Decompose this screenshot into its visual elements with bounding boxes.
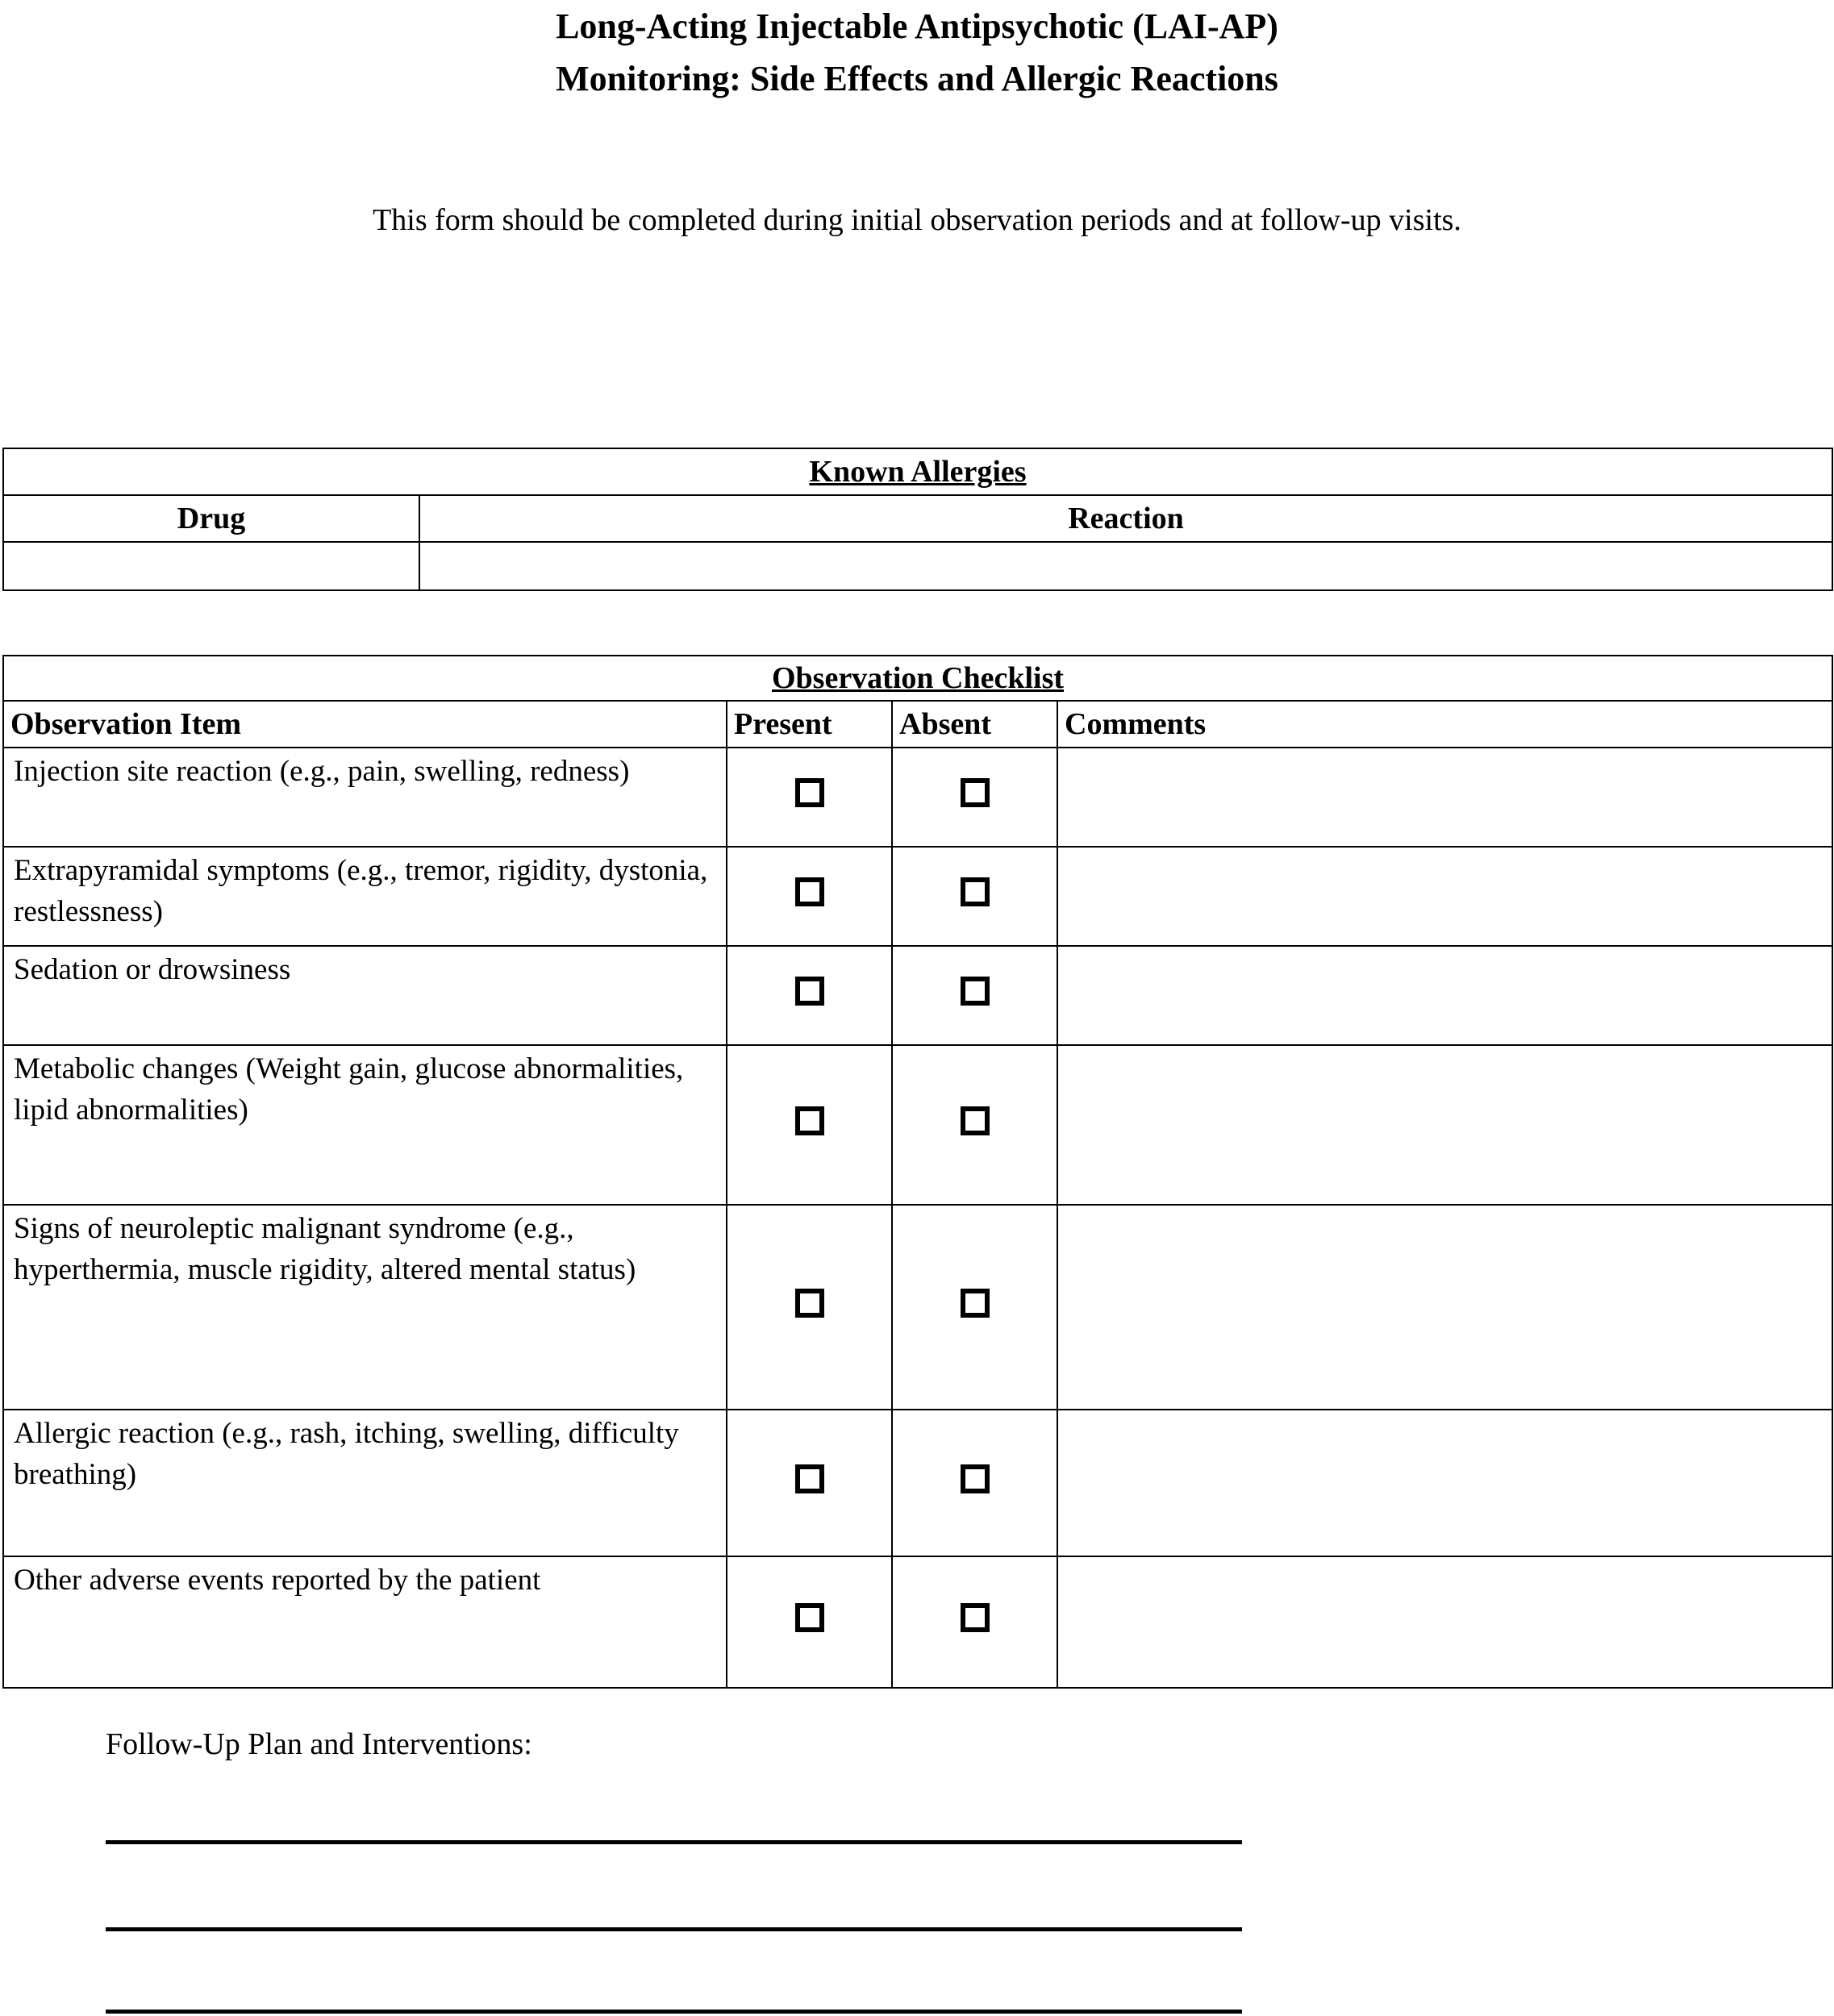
observation-checklist-table (2, 655, 1833, 1689)
table-row (3, 1556, 1832, 1688)
title-line-1: Long-Acting Injectable Antipsychotic (LAI-AP) (556, 6, 1278, 46)
comments-field[interactable] (1057, 1205, 1832, 1410)
checklist-section-title: Observation Checklist (3, 656, 1832, 701)
page-title (0, 0, 1834, 105)
allergies-header-row (3, 495, 1832, 542)
observation-item-label: Sedation or drowsiness (3, 946, 727, 1045)
comments-field[interactable] (1057, 1556, 1832, 1688)
observation-item-label: Allergic reaction (e.g., rash, itching, swelling, difficulty breathing) (3, 1410, 727, 1556)
intro-text: This form should be completed during initial observation periods and at follow-up visits. (373, 203, 1461, 237)
checklist-header-present: Present (727, 701, 892, 748)
table-row (3, 542, 1832, 590)
comments-field[interactable] (1057, 847, 1832, 946)
checkbox-icon[interactable] (961, 1289, 990, 1318)
present-checkbox-cell[interactable] (727, 1556, 892, 1688)
allergies-title-row (3, 448, 1832, 495)
absent-checkbox-cell[interactable] (892, 1205, 1057, 1410)
allergies-section-title: Known Allergies (3, 448, 1832, 495)
checklist-header-absent: Absent (892, 701, 1057, 748)
checkbox-icon[interactable] (961, 877, 990, 906)
allergy-reaction-field[interactable] (419, 542, 1832, 590)
checklist-header-row (3, 701, 1832, 748)
table-row (3, 1205, 1832, 1410)
checklist-header-comments: Comments (1057, 701, 1832, 748)
absent-checkbox-cell[interactable] (892, 1556, 1057, 1688)
checkbox-icon[interactable] (795, 1603, 824, 1632)
present-checkbox-cell[interactable] (727, 847, 892, 946)
absent-checkbox-cell[interactable] (892, 847, 1057, 946)
checkbox-icon[interactable] (795, 778, 824, 807)
followup-write-line[interactable] (106, 1927, 1242, 1931)
allergies-header-drug: Drug (3, 495, 419, 542)
present-checkbox-cell[interactable] (727, 1205, 892, 1410)
observation-item-label: Injection site reaction (e.g., pain, swelling, redness) (3, 748, 727, 847)
table-row (3, 847, 1832, 946)
checklist-header-item: Observation Item (3, 701, 727, 748)
observation-item-label: Extrapyramidal symptoms (e.g., tremor, rigidity, dystonia, restlessness) (3, 847, 727, 946)
checkbox-icon[interactable] (795, 877, 824, 906)
absent-checkbox-cell[interactable] (892, 1410, 1057, 1556)
table-row (3, 1410, 1832, 1556)
followup-write-line[interactable] (106, 1840, 1242, 1844)
checkbox-icon[interactable] (961, 1106, 990, 1135)
present-checkbox-cell[interactable] (727, 946, 892, 1045)
absent-checkbox-cell[interactable] (892, 748, 1057, 847)
table-row (3, 946, 1832, 1045)
checklist-title-row (3, 656, 1832, 701)
comments-field[interactable] (1057, 1045, 1832, 1205)
absent-checkbox-cell[interactable] (892, 1045, 1057, 1205)
absent-checkbox-cell[interactable] (892, 946, 1057, 1045)
comments-field[interactable] (1057, 1410, 1832, 1556)
title-line-2: Monitoring: Side Effects and Allergic Reactions (556, 59, 1278, 98)
observation-item-label: Metabolic changes (Weight gain, glucose abnormalities, lipid abnormalities) (3, 1045, 727, 1205)
checkbox-icon[interactable] (795, 977, 824, 1006)
present-checkbox-cell[interactable] (727, 1410, 892, 1556)
allergies-header-reaction: Reaction (419, 495, 1832, 542)
present-checkbox-cell[interactable] (727, 748, 892, 847)
followup-plan-label: Follow-Up Plan and Interventions: (106, 1727, 532, 1761)
checkbox-icon[interactable] (961, 977, 990, 1006)
checkbox-icon[interactable] (961, 1603, 990, 1632)
known-allergies-table (2, 448, 1833, 591)
observation-item-label: Other adverse events reported by the patient (3, 1556, 727, 1688)
checkbox-icon[interactable] (961, 778, 990, 807)
present-checkbox-cell[interactable] (727, 1045, 892, 1205)
comments-field[interactable] (1057, 946, 1832, 1045)
checkbox-icon[interactable] (795, 1289, 824, 1318)
allergy-drug-field[interactable] (3, 542, 419, 590)
table-row (3, 748, 1832, 847)
checkbox-icon[interactable] (961, 1464, 990, 1493)
comments-field[interactable] (1057, 748, 1832, 847)
table-row (3, 1045, 1832, 1205)
observation-item-label: Signs of neuroleptic malignant syndrome (e.g., hyperthermia, muscle rigidity, altered mental status) (3, 1205, 727, 1410)
checkbox-icon[interactable] (795, 1464, 824, 1493)
checkbox-icon[interactable] (795, 1106, 824, 1135)
followup-write-line[interactable] (106, 2010, 1242, 2014)
